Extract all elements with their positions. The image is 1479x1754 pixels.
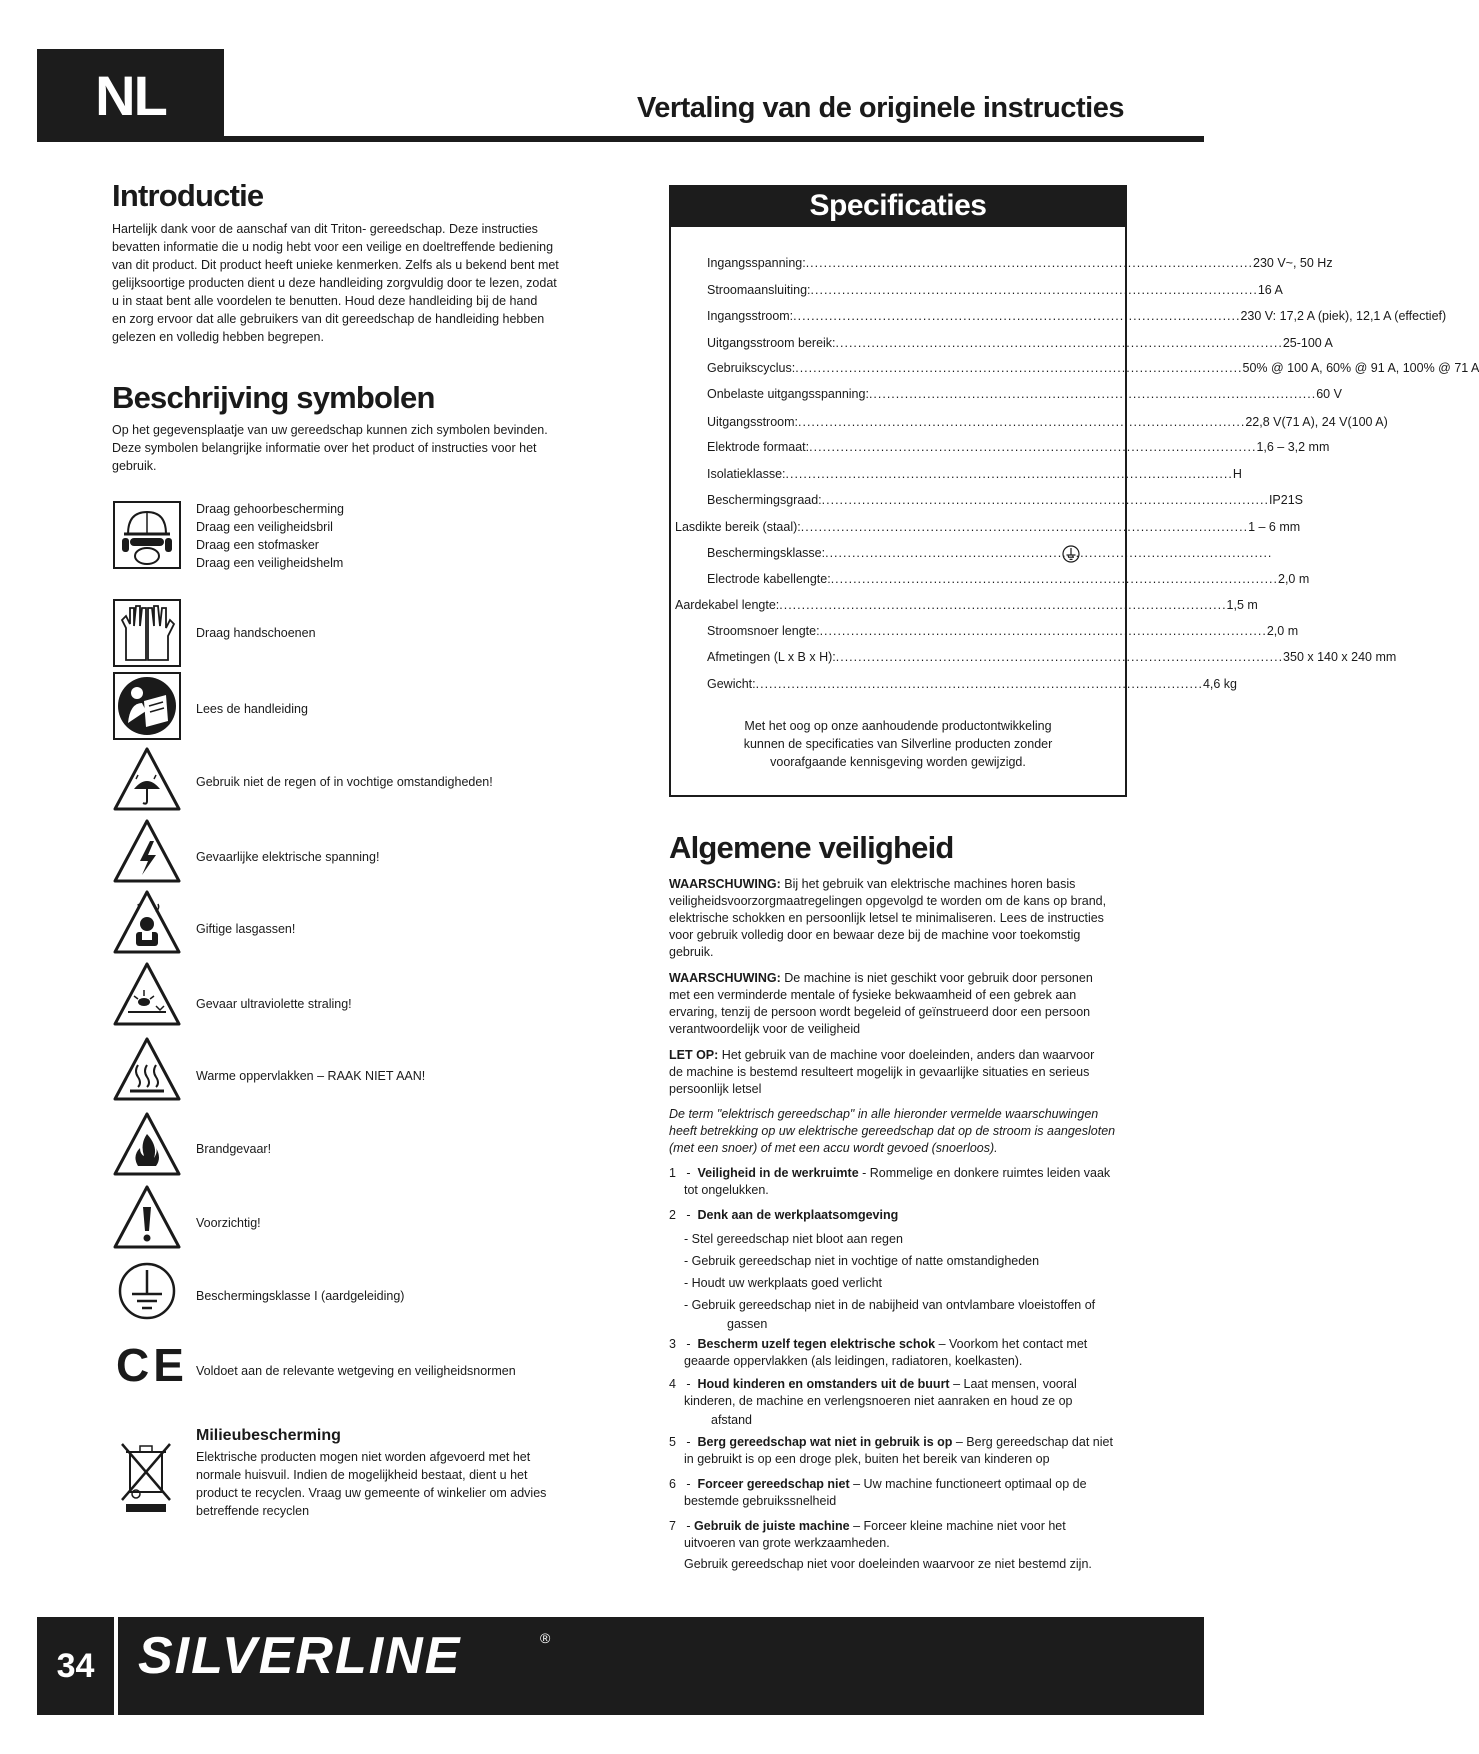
footer-divider: [114, 1617, 118, 1715]
toxic-gas-text: Giftige lasgassen!: [196, 922, 296, 936]
spec-row: Uitgangsstroom: .................................................................................................... 22,8 V(71 A), 24 V(100 A): [707, 415, 1388, 429]
spec-row: Ingangsstroom: .................................................................................................... 230 V: 17,2 A (piek), 12,1 A (effectief): [707, 309, 1447, 323]
toxic-gas-icon: [112, 888, 182, 958]
ce-text: Voldoet aan de relevante wetgeving en veiligheidsnormen: [196, 1364, 516, 1378]
language-badge: NL: [37, 49, 224, 141]
hot-surface-icon: [112, 1035, 182, 1105]
symbols-paragraph: Op het gegevensplaatje van uw gereedschap kunnen zich symbolen bevinden. Deze symbolen belangrijke informatie over het product of instructies voor het gebruik.: [112, 423, 548, 473]
read-manual-text: Lees de handleiding: [196, 702, 308, 716]
header-title: Vertaling van de originele instructies: [636, 92, 1124, 124]
ce-mark-icon: CE: [116, 1339, 188, 1391]
safety-item-5: 5 - Berg gereedschap wat niet in gebruik is op – Berg gereedschap dat niet in gebruikt is op een droge plek, buiten het bereik van kinderen op: [669, 1435, 1113, 1466]
ppe-text: Draag gehoorbescherming Draag een veiligheidsbril Draag een stofmasker Draag een veiligheidshelm: [196, 502, 345, 570]
page-number: 34: [56, 1646, 95, 1685]
fire-hazard-icon: [112, 1110, 182, 1180]
read-manual-icon: [112, 671, 182, 741]
intro-paragraph: Hartelijk dank voor de aanschaf van dit Triton- gereedschap. Deze instructies bevatten informatie die u nodig hebt voor een veilige en doeltreffende bediening van dit product. Dit product heeft unieke kenmerken. Zelfs als u bekend bent met gelijksoortige producten dient u deze handleiding zorgvuldig door te lezen, zodat u in staat bent alle voordelen te benutten. Houd deze handleiding bij de hand en zorg ervoor dat alle gebruikers van dit gereedschap de handleiding hebben gelezen en volledig hebben begrepen.: [112, 222, 559, 344]
spec-row: Lasdikte bereik (staal): .................................................................................................... 1 – 6 mm: [675, 520, 1301, 534]
safety-item-3: 3 - Bescherm uzelf tegen elektrische schok – Voorkom het contact met geaarde oppervlakken (als leidingen, radiatoren, koelkasten).: [669, 1337, 1088, 1368]
intro-heading: Introductie: [112, 178, 264, 213]
gloves-text: Draag handschoenen: [196, 626, 316, 640]
specs-note: Met het oog op onze aanhoudende productontwikkeling kunnen de specificaties van Silverline producten zonder voorafgaande kennisgeving worden gewijzigd.: [743, 719, 1053, 769]
weee-bin-icon: [118, 1438, 174, 1514]
safety-item-2-subs: - Stel gereedschap niet bloot aan regen - Gebruik gereedschap niet in vochtige of natte omstandigheden - Houdt uw werkplaats goed verlicht - Gebruik gereedschap niet in de nabijheid van ontvlambare vloeistoffen of gassen: [684, 1232, 1096, 1331]
spec-row: Stroomaansluiting: .................................................................................................... 16 A: [707, 283, 1283, 297]
earth-ground-text: Beschermingsklasse I (aardgeleiding): [196, 1289, 405, 1303]
spec-row: Onbelaste uitgangsspanning: .................................................................................................... 60 V: [707, 387, 1342, 401]
safety-item-1: 1 - Veiligheid in de werkruimte - Rommelige en donkere ruimtes leiden vaak tot ongelukken.: [669, 1166, 1111, 1197]
spec-row: Gebruikscyclus: .................................................................................................... 50% @ 100 A, 60% @ 91 A, 100% @ 71 A: [707, 361, 1479, 375]
caution-text: Voorzichtig!: [196, 1216, 261, 1230]
term-definition: De term "elektrisch gereedschap" in alle hieronder vermelde waarschuwingen heeft betrekking op uw elektrische gereedschap dat op de stroom is aangesloten (met een snoer) of met een accu wordt gevoed (snoerloos).: [669, 1107, 1116, 1155]
safety-item-4: 4 - Houd kinderen en omstanders uit de buurt – Laat mensen, vooral kinderen, de machine en verlengsnoeren niet aanraken en houd ze op afstand: [669, 1377, 1077, 1427]
spec-row: Electrode kabellengte: .................................................................................................... 2,0 m: [707, 572, 1310, 586]
spec-row: Gewicht: .................................................................................................... 4,6 kg: [707, 677, 1237, 691]
no-rain-text: Gebruik niet de regen of in vochtige omstandigheden!: [196, 775, 493, 789]
symbols-heading: Beschrijving symbolen: [112, 380, 435, 415]
env-heading: Milieubescherming: [196, 1427, 341, 1444]
ppe-icon: [112, 500, 182, 570]
caution-icon: [112, 1183, 182, 1253]
specs-box: [669, 185, 1479, 797]
registered-mark: ®: [540, 1630, 551, 1646]
spec-row: Ingangsspanning: .................................................................................................... 230 V~, 50 Hz: [707, 256, 1333, 270]
safety-item-6: 6 - Forceer gereedschap niet – Uw machine functioneert optimaal op de bestemde gebruikssnelheid: [669, 1477, 1087, 1508]
earth-ground-icon: [112, 1256, 182, 1326]
spec-row: Uitgangsstroom bereik: .................................................................................................... 25-100 A: [707, 336, 1333, 350]
uv-radiation-icon: [112, 960, 182, 1030]
earth-ground-icon: [1062, 545, 1080, 563]
gloves-icon: [112, 598, 182, 668]
voltage-warning-icon: [112, 817, 182, 887]
brand-logo: SILVERLINE: [138, 1627, 462, 1685]
spec-row: Aardekabel lengte: .................................................................................................... 1,5 m: [675, 598, 1258, 612]
caution-note: LET OP: Het gebruik van de machine voor doeleinden, anders dan waarvoor de machine is bestemd resulteert mogelijk in gevaarlijke situaties en serieus persoonlijk letsel: [669, 1048, 1095, 1096]
specs-heading: Specificaties: [669, 185, 1127, 227]
safety-heading: Algemene veiligheid: [669, 830, 954, 865]
safety-item-2: 2 - Denk aan de werkplaatsomgeving: [669, 1208, 899, 1222]
spec-row: Stroomsnoer lengte: .................................................................................................... 2,0 m: [707, 624, 1299, 638]
voltage-warning-text: Gevaarlijke elektrische spanning!: [196, 850, 380, 864]
safety-item-7: 7 - Gebruik de juiste machine – Forceer kleine machine niet voor het uitvoeren van grote werkzaamheden. Gebruik gereedschap niet voor doeleinden waarvoor ze niet bestemd zijn.: [669, 1519, 1092, 1571]
spec-row: Elektrode formaat: .................................................................................................... 1,6 – 3,2 mm: [707, 440, 1330, 454]
env-paragraph: Elektrische producten mogen niet worden afgevoerd met het normale huisvuil. Indien de mogelijkheid bestaat, dient u het product te recyclen. Vraag uw gemeente of winkelier om advies betreffende recyclen: [196, 1450, 547, 1518]
uv-radiation-text: Gevaar ultraviolette straling!: [196, 997, 352, 1011]
header-rule: [37, 136, 1204, 142]
spec-row: Isolatieklasse: .................................................................................................... H: [707, 467, 1242, 481]
hot-surface-text: Warme oppervlakken – RAAK NIET AAN!: [196, 1069, 426, 1083]
warning-2: WAARSCHUWING: De machine is niet geschikt voor gebruik door personen met een verminderde mentale of fysieke bekwaamheid of een gebrek aan ervaring, tenzij de persoon wordt begeleid of geïnstrueerd door een persoon verantwoordelijk voor de veiligheid: [669, 971, 1093, 1036]
fire-hazard-text: Brandgevaar!: [196, 1142, 272, 1156]
spec-row: Beschermingsklasse: ....................................................................................................: [707, 546, 1273, 560]
warning-1: WAARSCHUWING: Bij het gebruik van elektrische machines horen basis veiligheidsvoorzorgmaatregelingen opgevolgd te worden om de kans op brand, elektrische schokken en persoonlijk letsel te minimaliseren. Lees de instructies voor gebruik volledig door en bewaar deze bij de machine voor toekomstig gebruik.: [669, 877, 1107, 959]
no-rain-icon: [112, 745, 182, 815]
spec-row: Afmetingen (L x B x H): .................................................................................................... 350 x 140 x 240 mm: [707, 650, 1397, 664]
spec-row: Beschermingsgraad: .................................................................................................... IP21S: [707, 493, 1304, 507]
